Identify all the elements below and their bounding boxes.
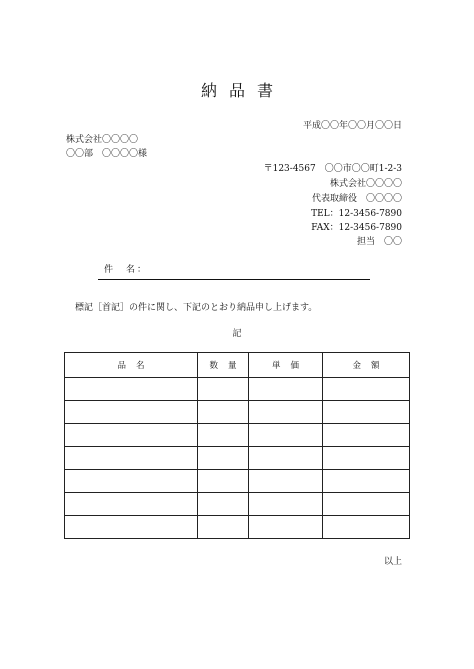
amount-cell [323, 424, 410, 447]
unit-price-cell [249, 424, 323, 447]
unit-price-cell [249, 401, 323, 424]
quantity-cell [198, 424, 249, 447]
amount-cell [323, 378, 410, 401]
item-name-cell [65, 470, 198, 493]
ki-heading: 記 [232, 329, 242, 339]
item-name-cell [65, 516, 198, 539]
column-header-quantity: 数量 [198, 353, 249, 378]
table-row [65, 470, 410, 493]
quantity-cell [198, 493, 249, 516]
sender-company: 株式会社〇〇〇〇 [329, 179, 402, 189]
recipient-company: 株式会社〇〇〇〇 [66, 135, 139, 145]
recipient-person: 〇〇部 〇〇〇〇様 [66, 149, 148, 159]
column-header-unit-price: 単価 [249, 353, 323, 378]
intro-text: 標記［首記］の件に関し、下記のとおり納品申し上げます。 [75, 303, 318, 313]
amount-cell [323, 470, 410, 493]
closing-text: 以上 [383, 557, 402, 567]
issue-date: 平成〇〇年〇〇月〇〇日 [302, 121, 402, 131]
subject-underline [98, 279, 370, 280]
table-row [65, 516, 410, 539]
table-header-row [65, 353, 410, 378]
sender-tel: TEL：12-3456-7890 [311, 209, 402, 219]
item-name-cell [65, 424, 198, 447]
items-table [64, 352, 410, 539]
item-name-cell [65, 401, 198, 424]
unit-price-cell [249, 447, 323, 470]
unit-price-cell [249, 493, 323, 516]
unit-price-cell [249, 378, 323, 401]
sender-representative: 代表取締役 〇〇〇〇 [311, 194, 402, 204]
table-row [65, 447, 410, 470]
quantity-cell [198, 378, 249, 401]
amount-cell [323, 493, 410, 516]
amount-cell [323, 516, 410, 539]
sender-address: 〒123-4567 〇〇市〇〇町1-2-3 [263, 164, 402, 174]
table-row [65, 493, 410, 516]
amount-cell [323, 401, 410, 424]
document-title: 納品書 [200, 81, 285, 100]
quantity-cell [198, 470, 249, 493]
amount-cell [323, 447, 410, 470]
item-name-cell [65, 493, 198, 516]
item-name-cell [65, 378, 198, 401]
quantity-cell [198, 516, 249, 539]
quantity-cell [198, 447, 249, 470]
sender-contact: 担当 〇〇 [356, 237, 402, 247]
table-row [65, 401, 410, 424]
item-name-cell [65, 447, 198, 470]
sender-fax: FAX：12-3456-7890 [311, 223, 402, 233]
unit-price-cell [249, 470, 323, 493]
unit-price-cell [249, 516, 323, 539]
table-row [65, 378, 410, 401]
quantity-cell [198, 401, 249, 424]
subject-label: 件 名： [104, 265, 149, 275]
column-header-item-name: 品名 [65, 353, 198, 378]
column-header-amount: 金額 [323, 353, 410, 378]
table-row [65, 424, 410, 447]
